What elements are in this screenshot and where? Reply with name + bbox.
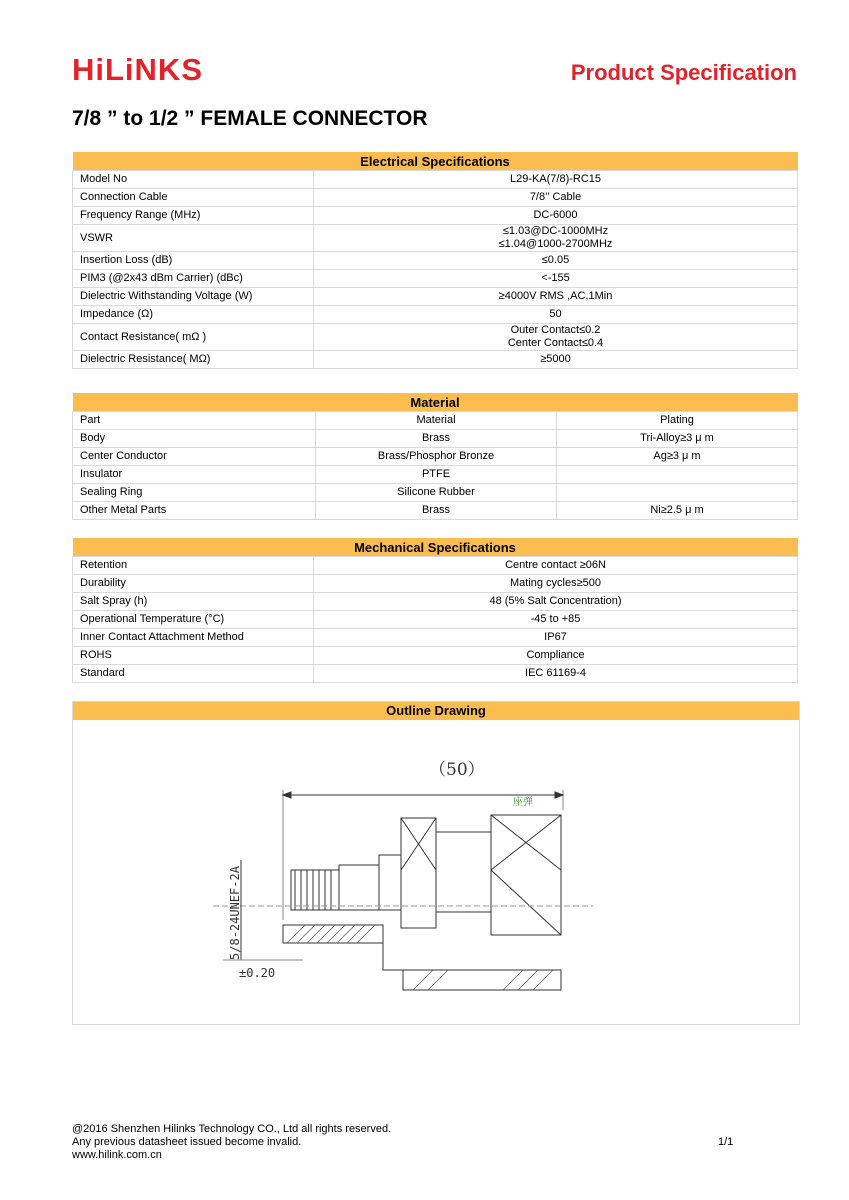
row-value: 48 (5% Salt Concentration) <box>314 593 798 611</box>
copyright-text: @2016 Shenzhen Hilinks Technology CO., Ltd all rights reserved. <box>72 1123 392 1135</box>
cell: Brass <box>316 430 557 448</box>
row-value: ≤0.05 <box>314 252 798 270</box>
cell: Insulator <box>73 466 316 484</box>
row-label: Operational Temperature (°C) <box>73 611 314 629</box>
row-label: ROHS <box>73 647 314 665</box>
material-heading: Material <box>73 393 798 412</box>
outline-heading: Outline Drawing <box>73 702 799 720</box>
row-label: Dielectric Resistance( MΩ) <box>73 351 314 369</box>
row-value: DC-6000 <box>314 207 798 225</box>
outline-drawing-section <box>72 701 800 1025</box>
lower-body <box>383 943 561 990</box>
table-row <box>73 575 798 593</box>
page-title: Product Specification <box>570 60 797 85</box>
row-label: Salt Spray (h) <box>73 593 314 611</box>
row-value: Centre contact ≥06N <box>314 557 798 575</box>
table-row <box>73 270 798 288</box>
row-value-line2: Center Contact≤0.4 <box>507 337 604 349</box>
collar-section <box>379 855 401 910</box>
row-label: Inner Contact Attachment Method <box>73 629 314 647</box>
row-value: Mating cycles≥500 <box>314 575 798 593</box>
row-value <box>314 225 798 252</box>
cell: Ni≥2.5 μ m <box>557 502 798 520</box>
row-value: IP67 <box>314 629 798 647</box>
cell <box>557 466 798 484</box>
row-value: 7/8’’ Cable <box>314 189 798 207</box>
table-row <box>73 557 798 575</box>
hex-nut-left <box>401 818 436 928</box>
mechanical-heading: Mechanical Specifications <box>73 538 798 557</box>
table-row <box>73 252 798 270</box>
table-row <box>73 171 798 189</box>
table-row <box>73 629 798 647</box>
row-label: Standard <box>73 665 314 683</box>
column-header-material: Material <box>316 412 557 430</box>
disclaimer-text: Any previous datasheet issued become invalid. <box>72 1136 302 1148</box>
cell <box>557 484 798 502</box>
table-row <box>73 207 798 225</box>
arrow-head <box>283 792 291 798</box>
row-value-line2: ≤1.04@1000-2700MHz <box>498 238 613 250</box>
column-header-plating: Plating <box>557 412 798 430</box>
row-value: ≥4000V RMS ,AC,1Min <box>314 288 798 306</box>
arrow-head <box>555 792 563 798</box>
row-label: Impedance (Ω) <box>73 306 314 324</box>
table-row <box>73 351 798 369</box>
website-text: www.hilink.com.cn <box>72 1149 162 1161</box>
connector-drawing <box>73 720 799 1024</box>
row-value: <-155 <box>314 270 798 288</box>
row-value: IEC 61169-4 <box>314 665 798 683</box>
table-row <box>73 324 798 351</box>
row-label: Durability <box>73 575 314 593</box>
hex-nut-right <box>491 815 561 935</box>
column-header-part: Part <box>73 412 316 430</box>
cell: Other Metal Parts <box>73 502 316 520</box>
material-table <box>72 393 798 520</box>
electrical-specifications-table <box>72 152 798 369</box>
table-row <box>73 647 798 665</box>
cell: Sealing Ring <box>73 484 316 502</box>
neck-section <box>339 865 379 910</box>
cell: Body <box>73 430 316 448</box>
row-value <box>314 324 798 351</box>
table-row <box>73 430 798 448</box>
row-value: -45 to +85 <box>314 611 798 629</box>
table-row <box>73 306 798 324</box>
cell: Ag≥3 μ m <box>557 448 798 466</box>
row-value: L29-KA(7/8)-RC15 <box>314 171 798 189</box>
table-row <box>73 189 798 207</box>
row-value: ≥5000 <box>314 351 798 369</box>
thread-section <box>291 870 339 910</box>
row-value: Compliance <box>314 647 798 665</box>
middle-body <box>436 832 491 912</box>
row-label: Model No <box>73 171 314 189</box>
electrical-heading: Electrical Specifications <box>73 152 798 171</box>
row-label: Dielectric Withstanding Voltage (W) <box>73 288 314 306</box>
table-row <box>73 448 798 466</box>
row-value: 50 <box>314 306 798 324</box>
cell: Brass <box>316 502 557 520</box>
tolerance-label: ±0.20 <box>239 966 276 980</box>
document-title: 7/8 ” to 1/2 ” FEMALE CONNECTOR <box>72 107 428 130</box>
cell: Center Conductor <box>73 448 316 466</box>
row-label: VSWR <box>73 225 314 252</box>
thread-spec-label: 5/8-24UNEF-2A <box>228 866 242 960</box>
row-label: Contact Resistance( mΩ ) <box>73 324 314 351</box>
row-value-line1: Outer Contact≤0.2 <box>510 324 601 336</box>
row-label: Connection Cable <box>73 189 314 207</box>
row-label: Insertion Loss (dB) <box>73 252 314 270</box>
row-label: PIM3 (@2x43 dBm Carrier) (dBc) <box>73 270 314 288</box>
cell: Tri-Alloy≥3 μ m <box>557 430 798 448</box>
length-dimension-label: （50） <box>429 760 485 780</box>
table-row <box>73 611 798 629</box>
table-row <box>73 288 798 306</box>
table-row <box>73 484 798 502</box>
table-row <box>73 466 798 484</box>
row-label: Retention <box>73 557 314 575</box>
table-header-row <box>73 412 798 430</box>
table-row <box>73 593 798 611</box>
footer <box>72 1123 391 1162</box>
table-row <box>73 502 798 520</box>
table-row <box>73 225 798 252</box>
row-label: Frequency Range (MHz) <box>73 207 314 225</box>
cell: Silicone Rubber <box>316 484 557 502</box>
lower-thread <box>283 925 383 943</box>
cell: PTFE <box>316 466 557 484</box>
mechanical-specifications-table <box>72 538 798 683</box>
company-logo: HiLiNKS <box>72 52 203 87</box>
cell: Brass/Phosphor Bronze <box>316 448 557 466</box>
page-number: 1/1 <box>718 1136 734 1148</box>
note-label: 座弹 <box>513 797 533 808</box>
table-row <box>73 665 798 683</box>
row-value-line1: ≤1.03@DC-1000MHz <box>502 225 609 237</box>
